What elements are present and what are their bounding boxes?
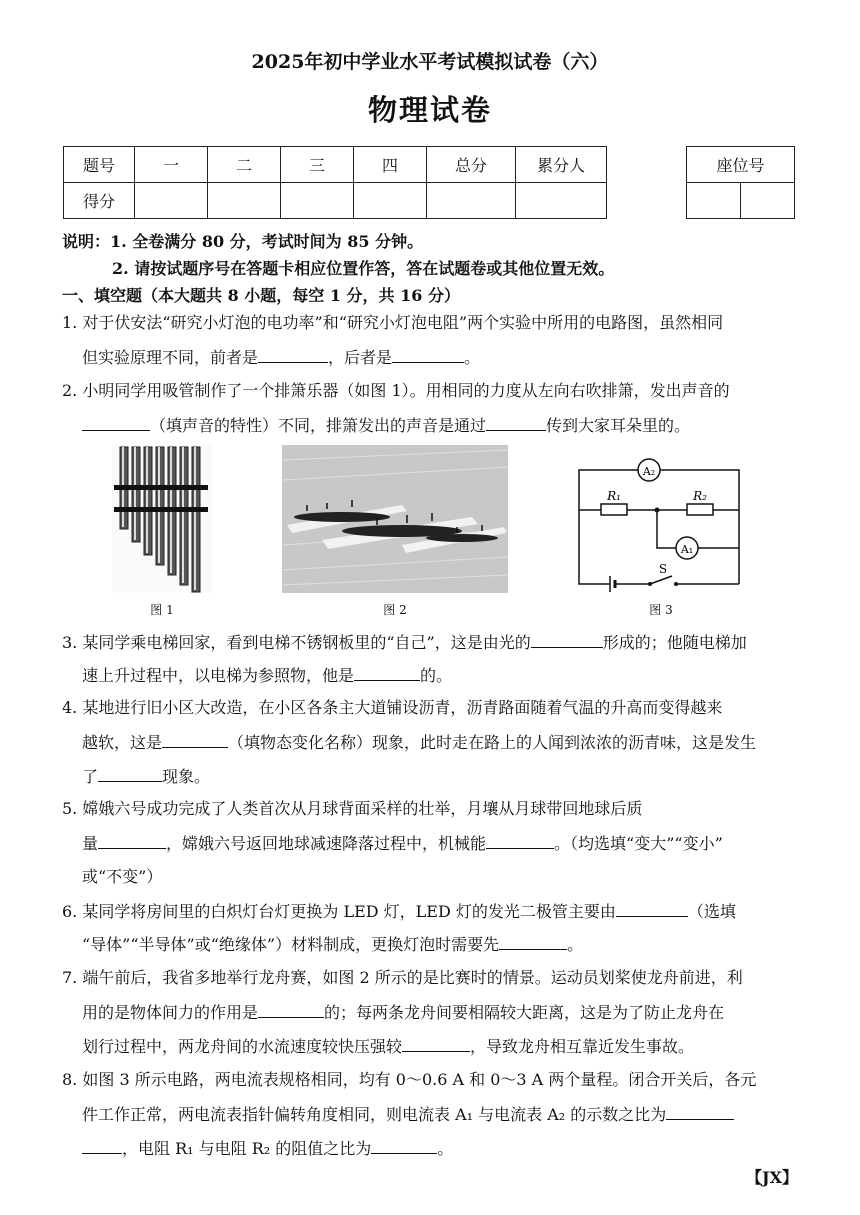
q1-line-1: 1. 对于伏安法“研究小灯泡的电功率”和“研究小灯泡电阻”两个实验中所用的电路图，虽然相同 <box>62 313 724 332</box>
q5-text: ，嫦娥六号返回地球减速降落过程中，机械能 <box>166 834 487 853</box>
score-cell <box>354 183 427 219</box>
q3-line-1 <box>62 631 802 654</box>
score-header-cell: 四 <box>354 147 427 183</box>
q6-line-1 <box>62 900 802 923</box>
answer-blank <box>402 1035 470 1052</box>
q3-text: 3. 某同学乘电梯回家，看到电梯不锈钢板里的“自己”，这是由光的 <box>62 633 531 652</box>
q4-text: 越软，这是 <box>82 733 163 752</box>
score-cell <box>208 183 281 219</box>
q5-text: 量 <box>82 834 99 853</box>
answer-blank <box>354 664 420 681</box>
exam-title: 物理试卷 <box>367 93 492 127</box>
score-row-label: 得分 <box>64 183 135 219</box>
q1-line-2 <box>82 346 822 369</box>
answer-blank <box>486 832 554 849</box>
q4-text: （填物态变化名称）现象，此时走在路上的人闻到浓浓的沥青味，这是发生 <box>228 733 757 752</box>
score-header-cell: 总分 <box>427 147 516 183</box>
resistor-r2-label: R₂ <box>693 489 707 503</box>
q1-text: ，后者是 <box>328 348 393 367</box>
q5-text: 。（均选填“变大”“变小” <box>554 834 723 853</box>
score-header-row <box>64 147 607 183</box>
score-header-cell: 题号 <box>64 147 135 183</box>
q3-text: 形成的；他随电梯加 <box>602 633 747 652</box>
score-header-cell: 一 <box>135 147 208 183</box>
q2-text: （填声音的特性）不同，排箫发出的声音是通过 <box>150 416 487 435</box>
q8-text: 件工作正常，两电流表指针偏转角度相同，则电流表 A₁ 与电流表 A₂ 的示数之比为 <box>82 1105 667 1124</box>
answer-blank <box>258 1001 324 1018</box>
score-cell <box>427 183 516 219</box>
q2-text: 传到大家耳朵里的。 <box>546 416 691 435</box>
q3-text: 的。 <box>420 666 453 685</box>
score-header-cell: 二 <box>208 147 281 183</box>
seat-cell <box>687 183 741 219</box>
seat-table <box>686 146 795 219</box>
q6-text: 。 <box>567 935 584 954</box>
q6-line-2 <box>82 933 822 956</box>
q4-line-2 <box>82 731 822 754</box>
ammeter-a2-label: A₂ <box>642 465 656 478</box>
q7-text: 的；每两条龙舟间要相隔较大距离，这是为了防止龙舟在 <box>324 1003 725 1022</box>
q8-text: ，电阻 R₁ 与电阻 R₂ 的阻值之比为 <box>122 1139 372 1158</box>
ammeter-a1-label: A₁ <box>680 543 694 556</box>
answer-blank <box>371 1137 437 1154</box>
q2-line-2 <box>82 414 822 437</box>
score-header-cell: 三 <box>281 147 354 183</box>
figure-1-pan-flute <box>112 445 212 593</box>
q7-text: ，导致龙舟相互靠近发生事故。 <box>470 1037 695 1056</box>
q7-text: 划行过程中，两龙舟间的水流速度较快压强较 <box>82 1037 403 1056</box>
q8-line-1: 8. 如图 3 所示电路，两电流表规格相同，均有 0～0.6 A 和 0～3 A 两个量程。闭合开关后，各元 <box>62 1070 757 1089</box>
answer-blank <box>616 900 688 917</box>
q5-line-2 <box>82 832 822 855</box>
q6-text: （选填 <box>687 902 736 921</box>
answer-blank <box>666 1103 734 1120</box>
q6-text: “导体”“半导体”或“绝缘体”）材料制成，更换灯泡时需要先 <box>82 935 500 954</box>
seat-label: 座位号 <box>687 147 795 183</box>
exam-subtitle: 2025年初中学业水平考试模拟试卷（六） <box>251 51 609 73</box>
q2-line-1: 2. 小明同学用吸管制作了一个排箫乐器（如图 1）。用相同的力度从左向右吹排箫，发出声音的 <box>62 381 730 400</box>
answer-blank <box>82 1137 122 1154</box>
score-cell <box>516 183 607 219</box>
q7-line-3 <box>82 1035 822 1058</box>
score-cell <box>281 183 354 219</box>
score-value-row <box>64 183 607 219</box>
q1-text: 。 <box>464 348 481 367</box>
q4-line-1: 4. 某地进行旧小区大改造，在小区各条主大道铺设沥青，沥青路面随着气温的升高而变得越来 <box>62 698 723 717</box>
answer-blank <box>258 346 328 363</box>
answer-blank <box>499 933 567 950</box>
figure-3-circuit <box>568 445 753 593</box>
q1-text: 但实验原理不同，前者是 <box>82 348 259 367</box>
q4-line-3 <box>82 765 822 788</box>
answer-blank <box>392 346 464 363</box>
score-cell <box>135 183 208 219</box>
q6-text: 6. 某同学将房间里的白炽灯台灯更换为 LED 灯，LED 灯的发光二极管主要由 <box>62 902 616 921</box>
section-heading: 一、填空题（本大题共 8 小题，每空 1 分，共 16 分） <box>62 286 460 305</box>
answer-blank <box>98 832 166 849</box>
answer-blank <box>98 765 162 782</box>
q3-line-2 <box>82 664 822 687</box>
q5-line-3: 或“不变”） <box>82 867 163 886</box>
q4-text: 了 <box>82 767 99 786</box>
q8-line-3 <box>82 1137 822 1160</box>
answer-blank <box>162 731 228 748</box>
instruction-1: 说明：1. 全卷满分 80 分，考试时间为 85 分钟。 <box>62 232 424 251</box>
seat-cell <box>741 183 795 219</box>
q7-line-2 <box>82 1001 822 1024</box>
score-table <box>63 146 607 219</box>
score-header-cell: 累分人 <box>516 147 607 183</box>
q8-line-2 <box>82 1103 822 1126</box>
figure-2-label: 图 2 <box>383 603 407 617</box>
answer-blank <box>531 631 603 648</box>
answer-blank <box>486 414 546 431</box>
instruction-2: 2. 请按试题序号在答题卡相应位置作答，答在试题卷或其他位置无效。 <box>112 259 615 278</box>
q7-line-1: 7. 端午前后，我省多地举行龙舟赛，如图 2 所示的是比赛时的情景。运动员划桨使龙舟前进，利 <box>62 968 743 987</box>
q4-text: 现象。 <box>162 767 211 786</box>
figure-1-label: 图 1 <box>150 603 174 617</box>
switch-s-label: S <box>658 562 668 576</box>
figure-2-dragon-boats <box>282 445 508 593</box>
q8-text: 。 <box>437 1139 454 1158</box>
resistor-r1-label: R₁ <box>607 489 621 503</box>
footer-tag: 【JX】 <box>746 1168 798 1187</box>
answer-blank <box>82 414 150 431</box>
q5-line-1: 5. 嫦娥六号成功完成了人类首次从月球背面采样的壮举，月壤从月球带回地球后质 <box>62 799 643 818</box>
figure-3-label: 图 3 <box>649 603 673 617</box>
q3-text: 速上升过程中，以电梯为参照物，他是 <box>82 666 355 685</box>
q7-text: 用的是物体间力的作用是 <box>82 1003 259 1022</box>
